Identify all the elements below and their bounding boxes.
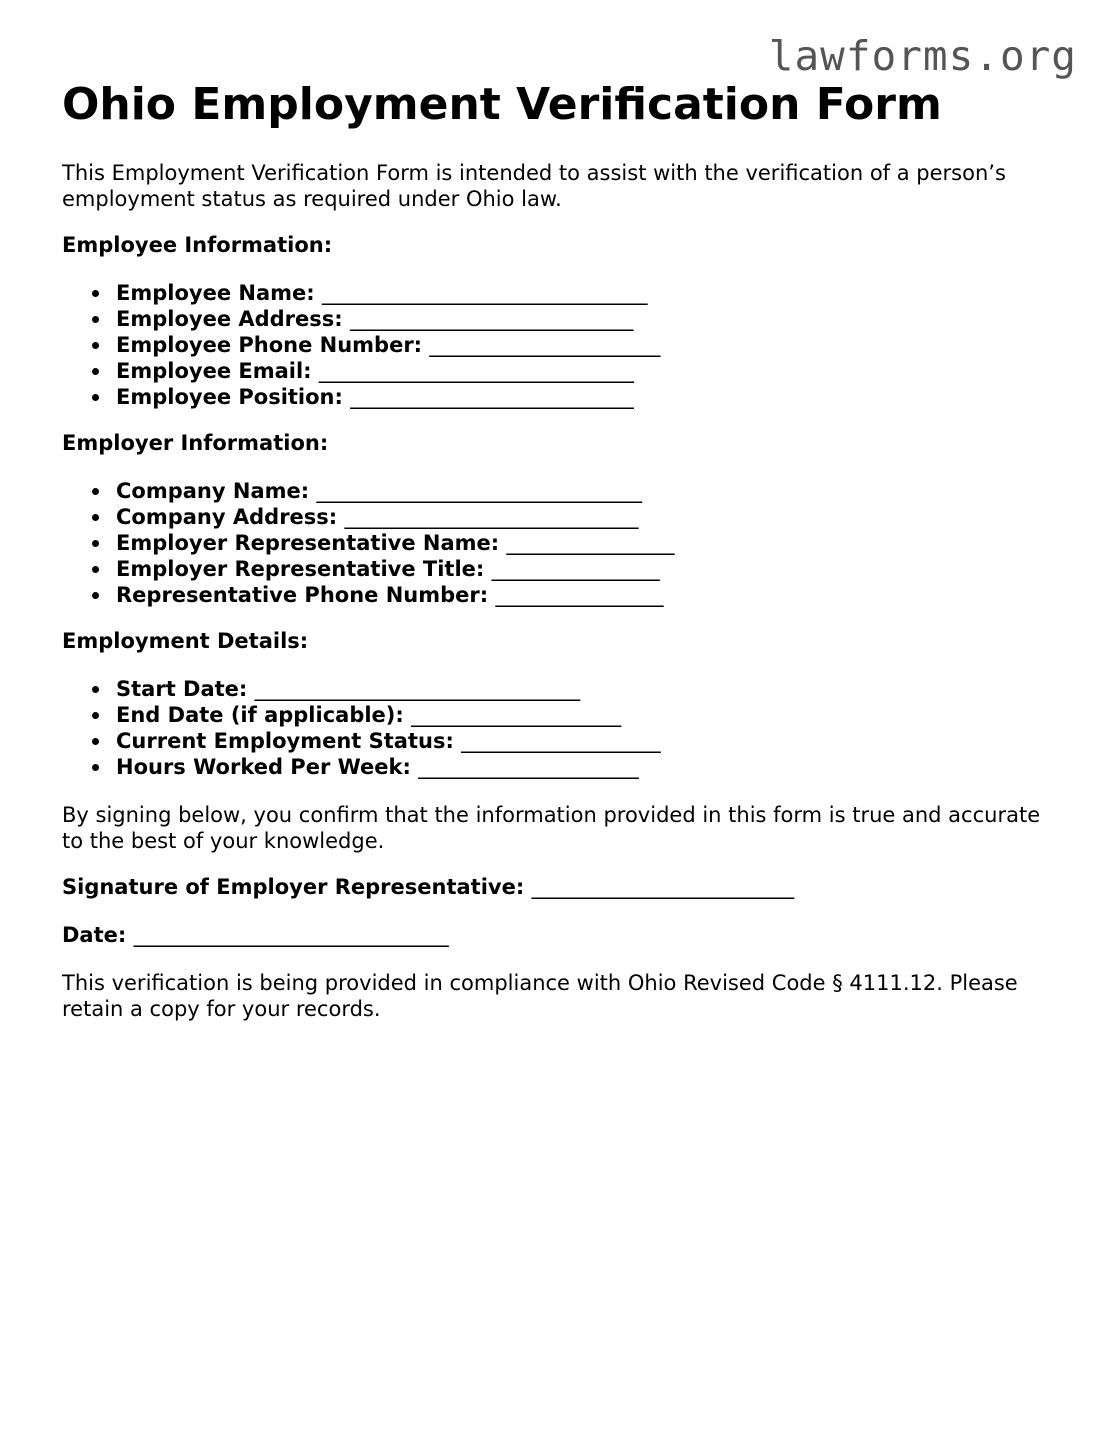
representative-title-field[interactable]: Employer Representative Title: ________________: [116, 556, 1062, 582]
end-date-field[interactable]: End Date (if applicable): ____________________: [116, 702, 1062, 728]
blank-line[interactable]: ___________________: [461, 729, 661, 753]
employee-phone-field[interactable]: Employee Phone Number: ______________________: [116, 332, 1062, 358]
employee-email-field[interactable]: Employee Email: ______________________________: [116, 358, 1062, 384]
page-title: Ohio Employment Verification Form: [62, 79, 942, 130]
employee-name-field[interactable]: Employee Name: _______________________________: [116, 280, 1062, 306]
intro-paragraph: This Employment Verification Form is intended to assist with the verification of a person’s employment status as required under Ohio law.: [62, 161, 1006, 211]
details-section-heading: Employment Details:: [62, 629, 309, 653]
blank-line[interactable]: ___________________________: [350, 385, 634, 409]
blank-line[interactable]: ______________________________: [318, 359, 634, 383]
confirmation-paragraph: By signing below, you confirm that the information provided in this form is true and accurate to the best of your knowledge.: [62, 803, 1041, 853]
employee-field-list: [62, 280, 1062, 410]
blank-line[interactable]: ____________________: [411, 703, 622, 727]
blank-line[interactable]: ____________________________: [344, 505, 639, 529]
blank-line[interactable]: _______________________________: [254, 677, 581, 701]
footer-paragraph: This verification is being provided in compliance with Ohio Revised Code § 4111.12. Please retain a copy for your records.: [62, 971, 1018, 1021]
blank-line[interactable]: ______________________: [429, 333, 661, 357]
blank-line[interactable]: _________________________: [531, 875, 795, 899]
employee-position-field[interactable]: Employee Position: ___________________________: [116, 384, 1062, 410]
details-field-list: [62, 676, 1062, 780]
watermark-logo: lawforms.org: [768, 32, 1077, 80]
representative-phone-field[interactable]: Representative Phone Number: ________________: [116, 582, 1062, 608]
blank-line[interactable]: _______________________________: [316, 479, 642, 503]
company-name-field[interactable]: Company Name: _______________________________: [116, 478, 1062, 504]
date-field[interactable]: Date: ______________________________: [62, 923, 449, 947]
employer-section-heading: Employer Information:: [62, 431, 329, 455]
employer-field-list: [62, 478, 1062, 608]
signature-field[interactable]: Signature of Employer Representative: _________________________: [62, 875, 795, 899]
start-date-field[interactable]: Start Date: _______________________________: [116, 676, 1062, 702]
employee-address-field[interactable]: Employee Address: ___________________________: [116, 306, 1062, 332]
blank-line[interactable]: ________________: [491, 557, 660, 581]
blank-line[interactable]: ________________: [506, 531, 675, 555]
employment-status-field[interactable]: Current Employment Status: ___________________: [116, 728, 1062, 754]
blank-line[interactable]: ______________________________: [133, 923, 449, 947]
hours-per-week-field[interactable]: Hours Worked Per Week: _____________________: [116, 754, 1062, 780]
blank-line[interactable]: ________________: [495, 583, 664, 607]
blank-line[interactable]: _____________________: [418, 755, 639, 779]
form-document: [62, 78, 1062, 1022]
employee-section-heading: Employee Information:: [62, 233, 333, 257]
representative-name-field[interactable]: Employer Representative Name: ________________: [116, 530, 1062, 556]
blank-line[interactable]: ___________________________: [350, 307, 634, 331]
company-address-field[interactable]: Company Address: ____________________________: [116, 504, 1062, 530]
blank-line[interactable]: _______________________________: [321, 281, 648, 305]
